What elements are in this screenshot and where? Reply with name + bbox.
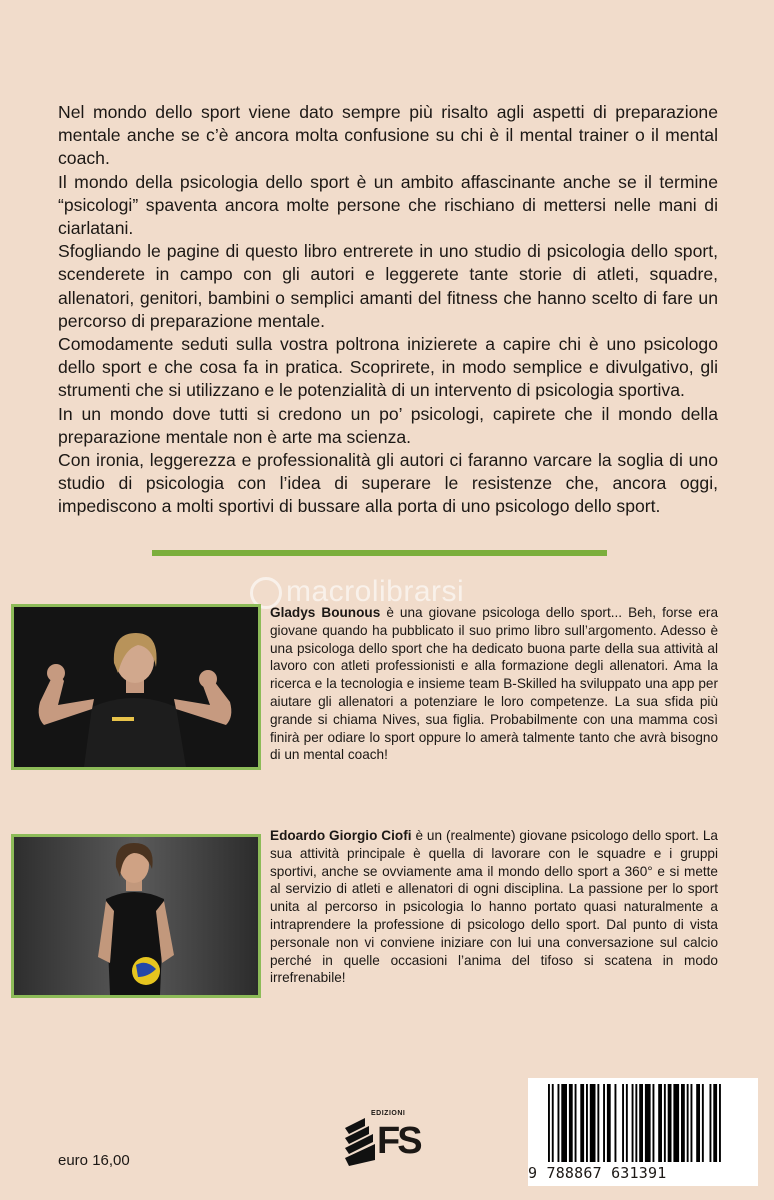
- barcode-bar: [635, 1084, 637, 1162]
- barcode-bar: [710, 1084, 712, 1162]
- back-cover-blurb: [58, 101, 718, 519]
- blurb-paragraph: In un mondo dove tutti si credono un po’ psicologi, capirete che il mondo della preparazione mentale non è arte ma scienza.: [58, 403, 718, 447]
- barcode-bar: [719, 1084, 721, 1162]
- barcode-bar: [696, 1084, 700, 1162]
- isbn-barcode: [528, 1078, 758, 1186]
- author-photo-gladys: [11, 604, 261, 770]
- barcode-bar: [691, 1084, 693, 1162]
- author-bio-gladys: [270, 604, 718, 764]
- book-stack-icon: [343, 1116, 379, 1168]
- barcode-bar: [668, 1084, 672, 1162]
- barcode-bar: [586, 1084, 588, 1162]
- author-photo-illustration: [14, 607, 258, 767]
- barcode-bars: [528, 1078, 758, 1164]
- barcode-bar: [575, 1084, 577, 1162]
- barcode-bar: [645, 1084, 651, 1162]
- barcode-bar: [687, 1084, 689, 1162]
- barcode-bar: [548, 1084, 550, 1162]
- barcode-bar: [639, 1084, 643, 1162]
- barcode-bar: [681, 1084, 685, 1162]
- barcode-bar: [607, 1084, 611, 1162]
- barcode-bar: [632, 1084, 634, 1162]
- barcode-bar: [713, 1084, 717, 1162]
- barcode-bar: [615, 1084, 617, 1162]
- price: euro 16,00: [58, 1152, 130, 1169]
- publisher-name: FS: [377, 1120, 420, 1162]
- barcode-bar: [558, 1084, 560, 1162]
- barcode-bar: [569, 1084, 573, 1162]
- blurb-paragraph: Comodamente seduti sulla vostra poltrona inizierete a capire chi è uno psicologo dello sport e che cosa fa in pratica. Scoprirete, in modo semplice e divulgativo, gli strumenti che si utilizzano e le potenzialità di un intervento di psicologia sportiva.: [58, 334, 718, 401]
- blurb-paragraph: Sfogliando le pagine di questo libro entrerete in uno studio di psicologia dello sport, scenderete in campo con gli autori e leggerete tante storie di atleti, squadre, allenatori, genitori, bambini o semplici amanti del fitness che hanno scelto di fare un percorso di preparazione mentale.: [58, 241, 718, 331]
- barcode-digits: 9 788867 631391: [528, 1164, 667, 1182]
- barcode-bar: [673, 1084, 679, 1162]
- publisher-label: EDIZIONI: [371, 1110, 406, 1117]
- blurb-paragraph: Con ironia, leggerezza e professionalità gli autori ci faranno varcare la soglia di uno studio di psicologia con l’idea di superare le resistenze che, ancora oggi, impediscono a molti sportivi di bussare alla porta di uno psicologo dello sport.: [58, 450, 718, 517]
- author-bio-text: è un (realmente) giovane psicologo dello sport. La sua attività principale è quella di lavorare con le squadre e i gruppi sportivi, anche se ovviamente ama il mondo dello sport a 360° e si mette al servizio di atleti e allenatori di ogni disciplina. La passione per lo sport unita al percorso in psicologia lo hanno portato quasi naturalmente a intraprendere la professione di psicologo dello sport. Dal punto di vista personale non vi conviene iniziare con lui una conversazione sul calcio perché in quelle occasioni l’anima del tifoso si scatena in modo irrefrenabile!: [270, 828, 718, 986]
- barcode-bar: [603, 1084, 605, 1162]
- publisher-logo: [343, 1110, 443, 1165]
- barcode-bar: [653, 1084, 655, 1162]
- watermark-text: macrolibrarsi: [286, 575, 465, 608]
- author-name: Edoardo Giorgio Ciofi: [270, 828, 412, 843]
- barcode-bar: [658, 1084, 662, 1162]
- author-photo-illustration: [14, 837, 258, 995]
- barcode-bar: [552, 1084, 554, 1162]
- blurb-paragraph: Nel mondo dello sport viene dato sempre più risalto agli aspetti di preparazione mentale anche se c’è ancora molta confusione su chi è il mental trainer o il mental coach.: [58, 102, 718, 169]
- barcode-bar: [664, 1084, 666, 1162]
- barcode-bar: [622, 1084, 624, 1162]
- author-bio-edoardo: [270, 827, 718, 987]
- barcode-bar: [702, 1084, 704, 1162]
- green-divider: [152, 550, 607, 556]
- author-bio-text: è una giovane psicologa dello sport... Beh, forse era giovane quando ha pubblicato il suo primo libro sull’argomento. Adesso è una psicologa dello sport che ha dedicato buona parte della sua attività al lavoro con atleti professionisti e alla formazione degli allenatori. Ama la ricerca e la tecnologia e insieme team B-Skilled ha sviluppato una app per aiutare gli allenatori a potenziare le loro competenze. La sua sfida più grande si chiama Nives, sua figlia. Probabilmente con una mamma così finirà per odiare lo sport oppure lo amerà talmente tanto che avrà bisogno di un mental coach!: [270, 605, 719, 763]
- barcode-bar: [597, 1084, 599, 1162]
- blurb-paragraph: Il mondo della psicologia dello sport è un ambito affascinante anche se il termine “psicologi” spaventa ancora molte persone che rischiano di mettersi nelle mani di ciarlatani.: [58, 171, 718, 239]
- author-name: Gladys Bounous: [270, 605, 381, 620]
- barcode-bar: [626, 1084, 628, 1162]
- author-photo-edoardo: [11, 834, 261, 998]
- barcode-bar: [580, 1084, 584, 1162]
- barcode-bar: [561, 1084, 567, 1162]
- barcode-bar: [590, 1084, 596, 1162]
